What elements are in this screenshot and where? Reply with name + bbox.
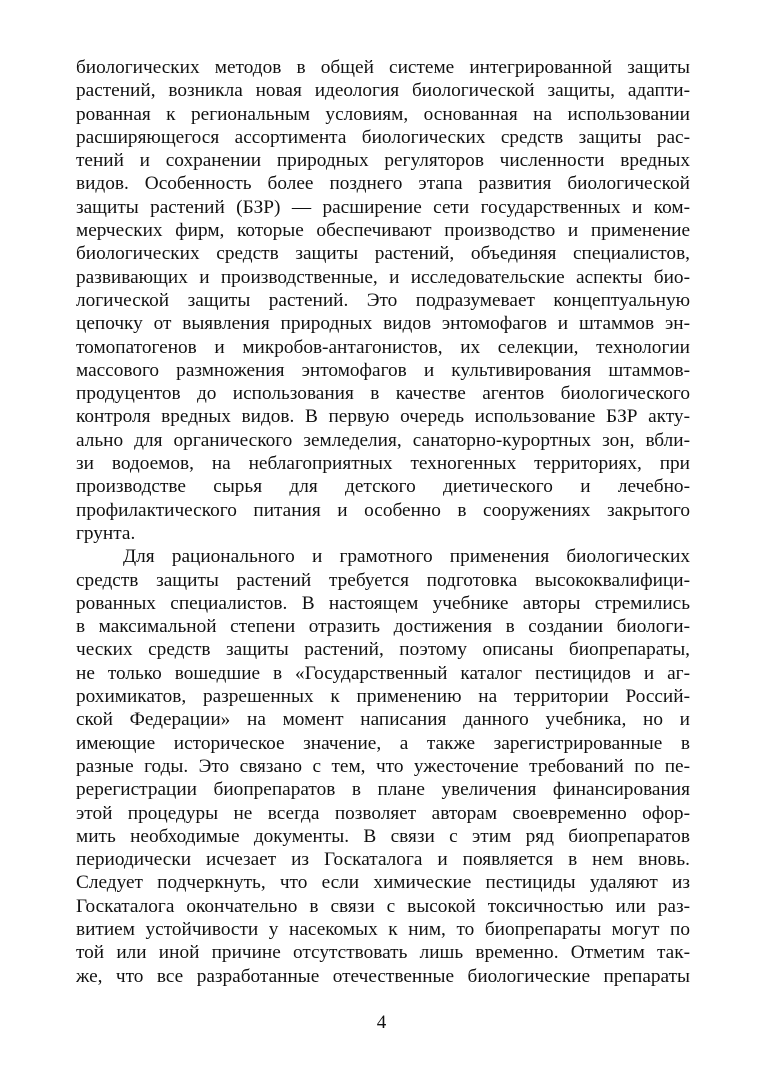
text-line: продуцентов до использования в качестве агентов биологического xyxy=(76,383,690,405)
text-line: зи водоемов, на неблагоприятных техногенных территориях, при xyxy=(76,453,690,475)
text-line: рованная к региональным условиям, основанная на использовании xyxy=(76,103,690,125)
text-line: производстве сырья для детского диетического и лечебно- xyxy=(76,476,690,498)
text-line: видов. Особенность более позднего этапа развития биологической xyxy=(76,173,690,195)
text-line: биологических методов в общей системе интегрированной защиты xyxy=(76,57,690,78)
text-line: логической защиты растений. Это подразумевает концептуальную xyxy=(76,289,690,311)
paragraph-1 xyxy=(76,56,690,545)
text-line: контроля вредных видов. В первую очередь использование БЗР акту- xyxy=(76,406,690,428)
text-line: той или иной причине отсутствовать лишь временно. Отметим так- xyxy=(76,942,690,964)
page-number: 4 xyxy=(376,1012,387,1033)
text-line: разные годы. Это связано с тем, что ужесточение требований по пе- xyxy=(76,755,690,777)
text-line: мить необходимые документы. В связи с этим ряд биопрепаратов xyxy=(76,825,690,847)
text-line: в максимальной степени отразить достижения в создании биологи- xyxy=(76,616,690,638)
text-line: томопатогенов и микробов-антагонистов, их селекции, технологии xyxy=(76,336,690,358)
text-line: развивающих и производственные, и исследовательские аспекты био- xyxy=(76,266,690,288)
text-line: цепочку от выявления природных видов энтомофагов и штаммов эн- xyxy=(76,313,690,335)
text-line: защиты растений (БЗР) — расширение сети государственных и ком- xyxy=(76,196,690,218)
text-line: Для рационального и грамотного применения биологических xyxy=(123,546,690,568)
text-line: этой процедуры не всегда позволяет авторам своевременно офор- xyxy=(76,802,690,824)
page-body xyxy=(76,56,690,988)
text-line: ческих средств защиты растений, поэтому описаны биопрепараты, xyxy=(76,639,690,661)
text-line: ально для органического земледелия, санаторно-курортных зон, вбли- xyxy=(76,429,690,451)
text-line: расширяющегося ассортимента биологических средств защиты рас- xyxy=(76,126,690,148)
text-line: рохимикатов, разрешенных к применению на территории Россий- xyxy=(76,686,690,708)
text-line: профилактического питания и особенно в сооружениях закрытого xyxy=(76,499,690,521)
text-line: Следует подчеркнуть, что если химические пестициды удаляют из xyxy=(76,872,690,894)
text-line: Госкаталога окончательно в связи с высокой токсичностью или раз- xyxy=(76,895,690,917)
paragraph-2 xyxy=(76,545,690,988)
text-line: периодически исчезает из Госкаталога и появляется в нем вновь. xyxy=(76,849,690,871)
text-line: витием устойчивости у насекомых к ним, то биопрепараты могут по xyxy=(76,918,690,940)
text-line: ререгистрации биопрепаратов в плане увеличения финансирования xyxy=(76,779,690,801)
text-line: массового размножения энтомофагов и культивирования штаммов- xyxy=(76,359,690,381)
text-line: мерческих фирм, которые обеспечивают производство и применение xyxy=(76,220,690,242)
text-line: тений и сохранении природных регуляторов численности вредных xyxy=(76,150,690,172)
text-line: биологических средств защиты растений, объединяя специалистов, xyxy=(76,243,690,265)
text-line: имеющие историческое значение, а также зарегистрированные в xyxy=(76,732,690,754)
text-line: грунта. xyxy=(76,522,136,544)
text-line: же, что все разработанные отечественные биологические препараты xyxy=(76,965,690,987)
text-line: средств защиты растений требуется подготовка высококвалифици- xyxy=(76,569,690,591)
text-line: не только вошедшие в «Государственный каталог пестицидов и аг- xyxy=(76,662,690,684)
text-line: ской Федерации» на момент написания данного учебника, но и xyxy=(76,709,690,731)
text-line: рованных специалистов. В настоящем учебнике авторы стремились xyxy=(76,592,690,614)
text-line: растений, возникла новая идеология биологической защиты, адапти- xyxy=(76,80,690,102)
